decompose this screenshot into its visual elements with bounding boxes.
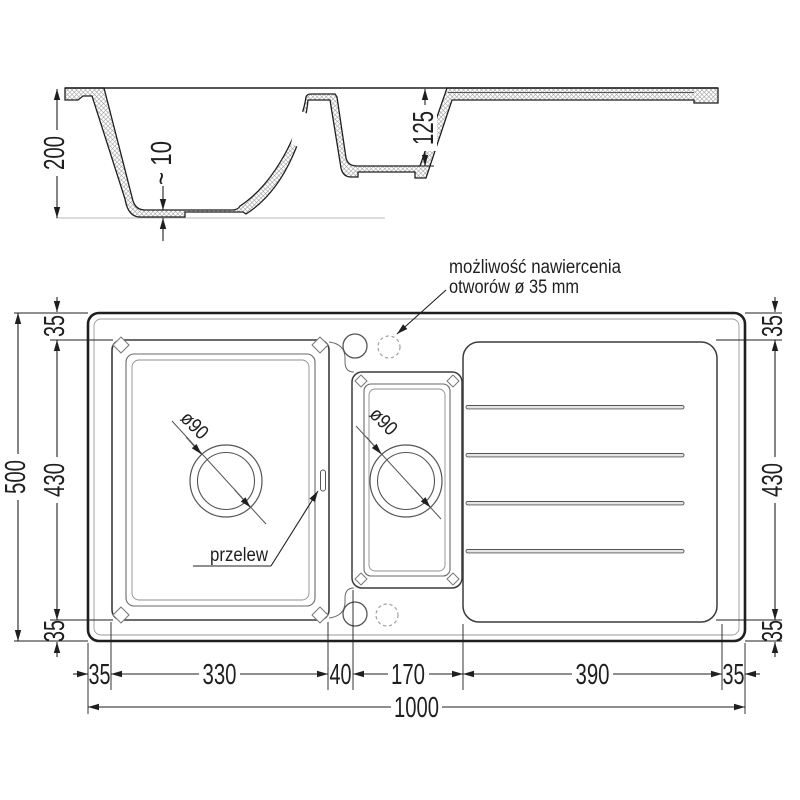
dim-bottom-seg2: 330	[202, 659, 237, 691]
drain-groove	[466, 454, 684, 457]
dim-right-bottom-label: 35	[757, 609, 789, 642]
dim-right-middle-label: 430	[757, 448, 789, 497]
overflow-slot	[321, 470, 326, 491]
overflow-label: przelew	[210, 545, 269, 566]
overflow-gap-section	[291, 110, 308, 148]
dim-bottom-seg5: 390	[575, 659, 610, 691]
dim-bottom-seg6: 35	[722, 659, 745, 691]
drill-note-line1: możliwość nawiercenia	[449, 257, 622, 278]
drain-groove	[466, 406, 684, 409]
drain-groove	[466, 550, 684, 553]
tap-hole-bottom	[343, 602, 367, 626]
dim-bottom-thickness-label: ~ 10	[146, 127, 178, 185]
dim-right-top-label: 35	[757, 304, 789, 337]
tap-hole-top	[343, 334, 367, 358]
dim-left-bottom-label: 35	[39, 609, 71, 642]
small-drain-label: ø90	[364, 403, 405, 444]
section-view	[39, 88, 718, 241]
dim-total-width-label: 1000	[394, 692, 439, 724]
plan-view	[88, 257, 745, 641]
dim-left-middle-label: 430	[39, 448, 71, 497]
dim-small-bowl-depth-label: 125	[408, 96, 440, 145]
main-drain-label: ø90	[175, 407, 216, 448]
sink-outline	[88, 313, 745, 641]
drain-groove	[466, 502, 684, 505]
dim-overall-depth	[39, 89, 71, 218]
dim-bottom-thickness	[146, 127, 178, 241]
dim-overall-depth-label: 200	[39, 121, 71, 170]
drill-note-line2: otworów ø 35 mm	[449, 277, 579, 298]
dim-left-top-label: 35	[39, 304, 71, 337]
dim-bottom-seg3: 40	[329, 659, 352, 691]
dim-bottom-seg4: 170	[391, 659, 425, 691]
dim-bottom-seg1: 35	[88, 659, 111, 691]
dim-total-height-label: 500	[0, 445, 32, 494]
